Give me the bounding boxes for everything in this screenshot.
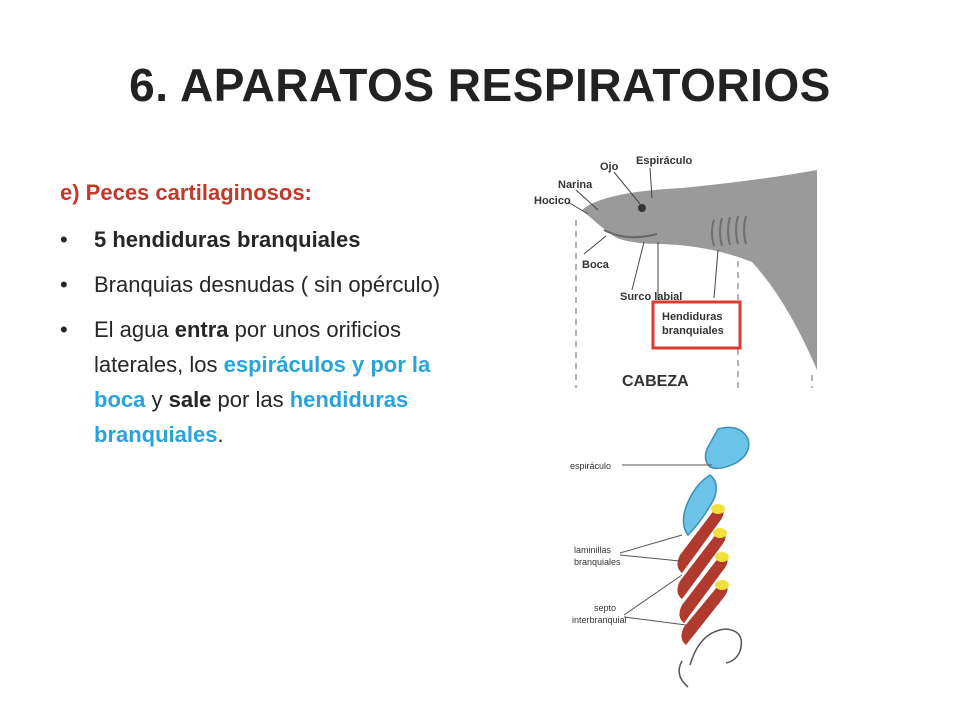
bullet-item bbox=[60, 222, 460, 257]
shark-head-diagram bbox=[532, 150, 817, 390]
label-laminillas-1: laminillas bbox=[574, 545, 612, 555]
label-hocico: Hocico bbox=[534, 195, 571, 207]
shark-eye bbox=[638, 204, 646, 212]
label-septo-1: septo bbox=[594, 603, 617, 613]
bullet-text-part: El agua bbox=[94, 317, 175, 342]
label-espiraculo: Espiráculo bbox=[636, 155, 693, 167]
bullet-dot: • bbox=[60, 227, 68, 252]
label-espiraculo-small: espiráculo bbox=[570, 461, 612, 471]
highlight-espiraculos: espiráculos y por la boca bbox=[94, 352, 431, 412]
label-hendiduras-1: Hendiduras bbox=[662, 311, 723, 323]
label-cabeza: CABEZA bbox=[622, 373, 689, 390]
bullet-text-part: por las bbox=[211, 387, 290, 412]
bullet-bold-sale: sale bbox=[168, 387, 212, 412]
slide-title: 6. APARATOS RESPIRATORIOS bbox=[129, 59, 831, 111]
bullet-dot: • bbox=[60, 272, 68, 297]
label-boca: Boca bbox=[582, 259, 609, 271]
bullet-text-part: por unos orificios laterales, los bbox=[94, 317, 401, 377]
bullet-text-part: y bbox=[145, 387, 169, 412]
label-surco: Surco labial bbox=[620, 291, 683, 303]
bullet-item bbox=[60, 267, 460, 302]
bullet-text-part: . bbox=[217, 422, 224, 447]
bullet-bold-entra: entra bbox=[174, 317, 229, 342]
label-narina: Narina bbox=[558, 179, 593, 191]
bullet-list bbox=[60, 222, 460, 462]
label-ojo: Ojo bbox=[600, 161, 619, 173]
gill-section-diagram bbox=[570, 425, 770, 690]
bullet-dot: • bbox=[60, 317, 68, 342]
label-septo-2: interbranquial bbox=[572, 615, 627, 625]
bullet-text: Branquias desnudas ( sin opérculo) bbox=[94, 272, 441, 297]
section-subtitle: e) Peces cartilaginosos: bbox=[60, 180, 312, 205]
label-laminillas-2: branquiales bbox=[574, 557, 621, 567]
bullet-item bbox=[60, 312, 460, 452]
highlight-hendiduras: hendiduras branquiales bbox=[94, 387, 409, 447]
bullet-text: 5 hendiduras branquiales bbox=[94, 227, 361, 252]
label-hendiduras-2: branquiales bbox=[662, 325, 724, 337]
